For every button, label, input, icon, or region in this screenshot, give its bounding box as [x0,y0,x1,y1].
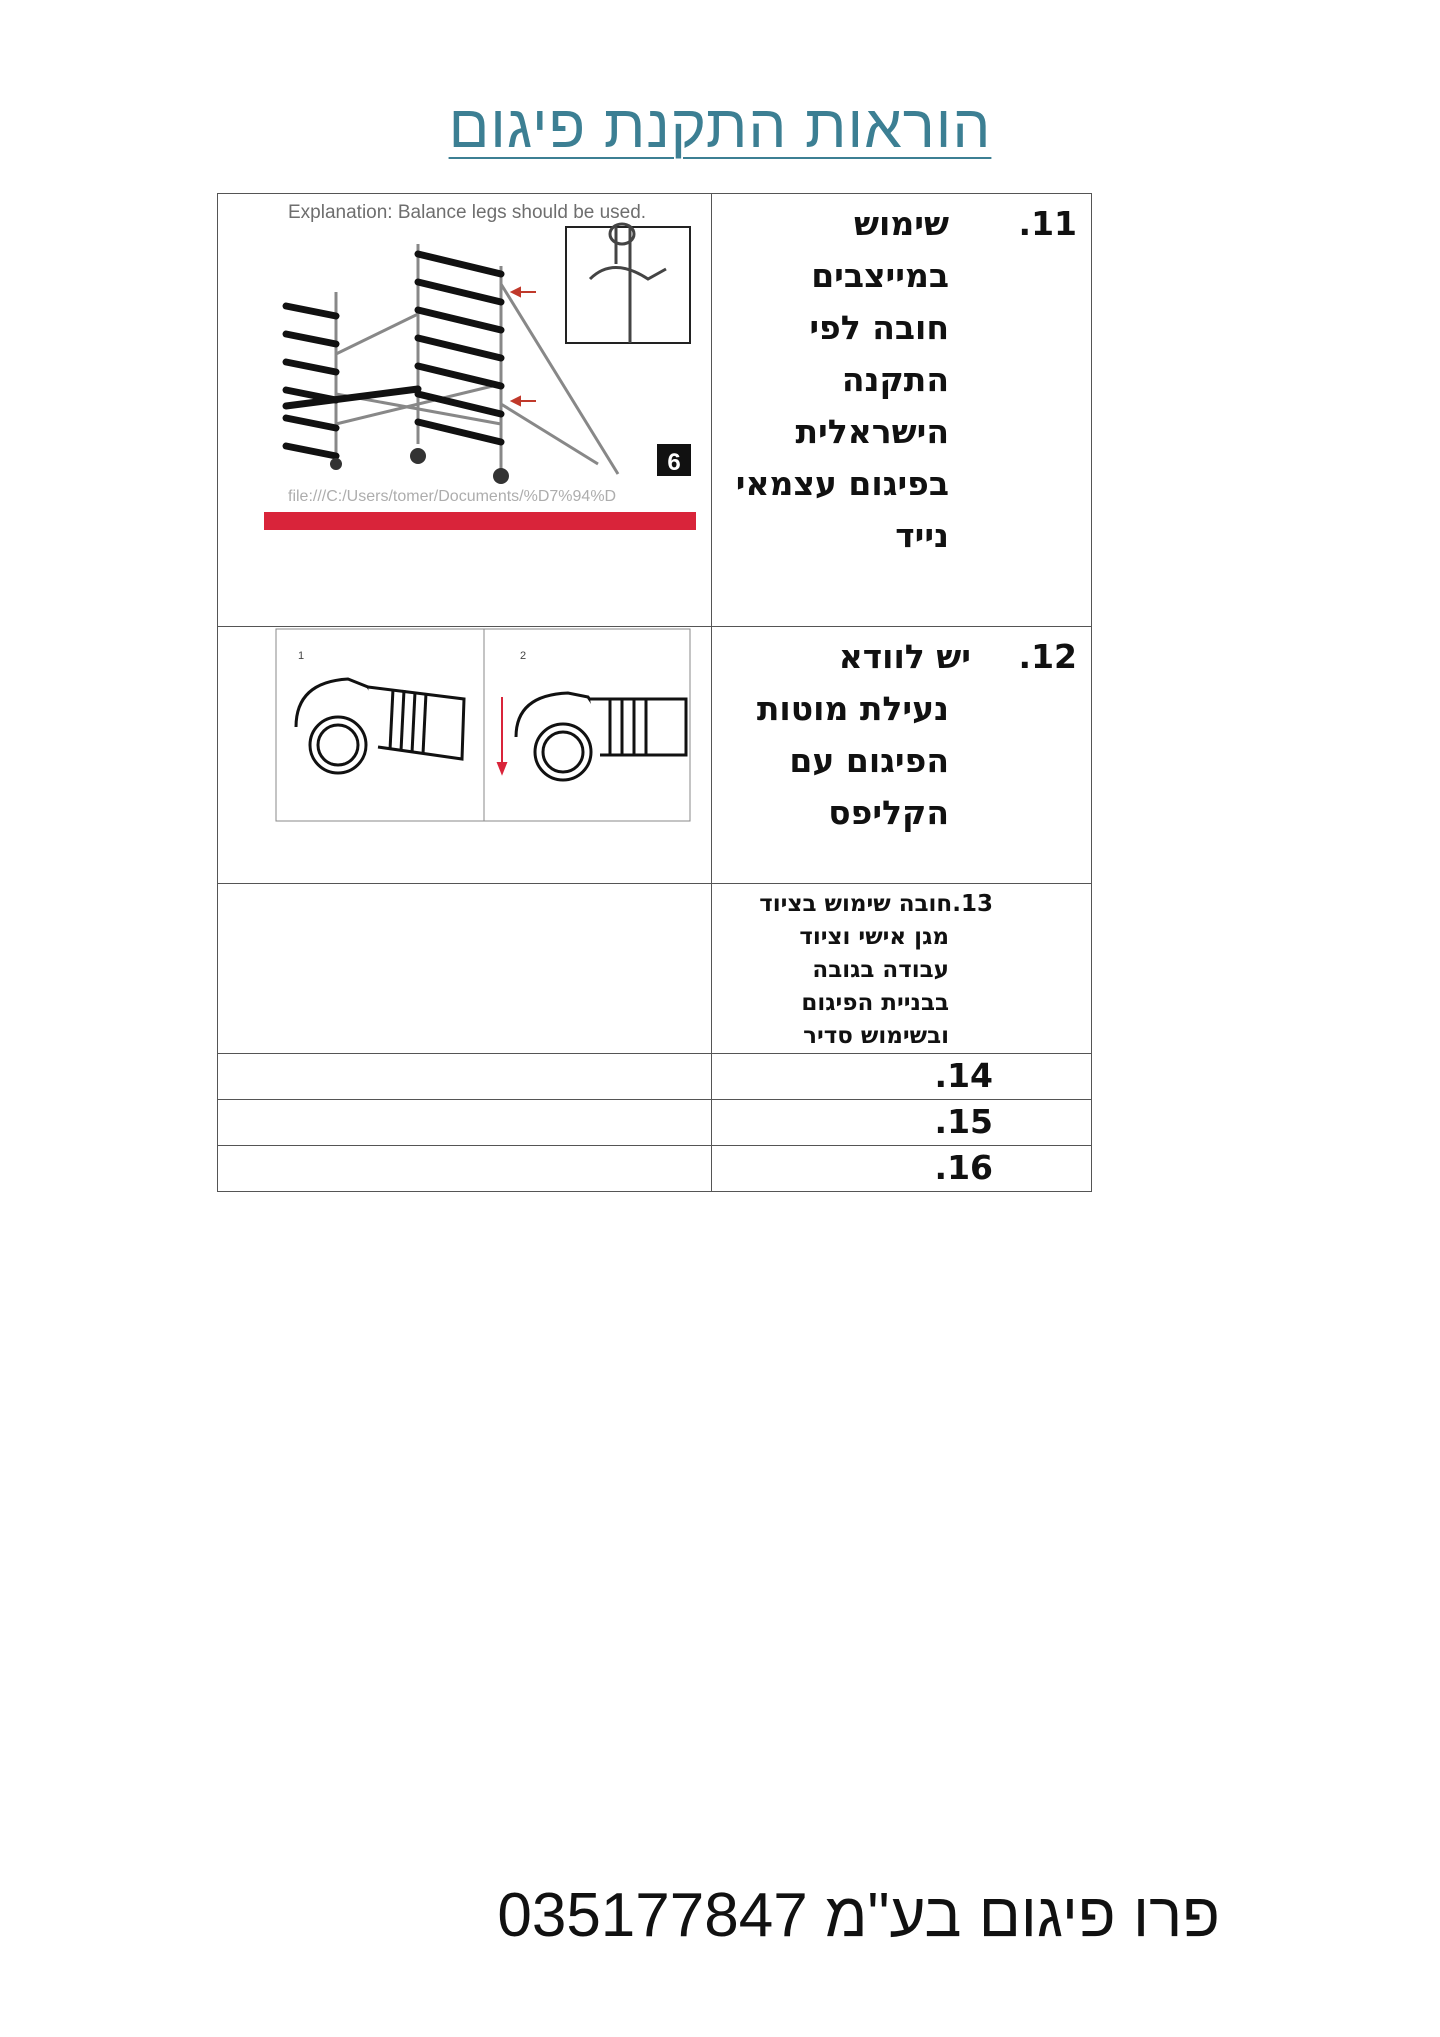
step-16-text-cell [712,1146,1092,1192]
step-13-line-1: חובה שימוש בציוד [759,891,953,917]
illustration-caption: Explanation: Balance legs should be used. [288,202,647,223]
step-13-line-2: מגן אישי וציוד [799,924,949,950]
step-row-11 [218,194,1092,627]
step-14-text-cell [712,1054,1092,1100]
scaffold-stabilizer-illustration [218,194,711,622]
step-row-16 [218,1146,1092,1192]
step-15-image-cell [218,1100,712,1146]
wheel-clip-illustration [218,627,711,879]
step-12-line-2: נעילת מוטות [756,689,949,728]
instructions-table [217,193,1092,1192]
step-row-12 [218,627,1092,884]
step-11-line-4: התקנה [841,360,949,399]
step-15-text-cell [712,1100,1092,1146]
step-13-image-cell [218,884,712,1054]
panel-1-label: 1 [298,650,305,662]
step-row-14 [218,1054,1092,1100]
step-badge: 6 [667,449,681,476]
step-11-line-3: חובה לפי [809,308,949,347]
step-number: 12. [1018,637,1077,676]
step-16-image-cell [218,1146,712,1192]
step-number: 15. [934,1102,993,1141]
page-title: הוראות התקנת פיגום [448,93,992,160]
step-12-line-3: הפיגום עם [789,741,949,780]
step-13-line-5: ובשימוש סדיר [803,1023,949,1049]
step-13-text-cell [712,884,1092,1054]
step-12-text-cell [712,627,1092,884]
step-number: 11. [1018,204,1077,243]
company-footer: פרו פיגום בע"מ 035177847 [497,1881,1220,1950]
file-path-watermark: file:///C:/Users/tomer/Documents/%D7%94%D [288,488,617,505]
step-11-line-5: הישראלית [795,412,949,451]
step-number: 14. [934,1056,993,1095]
panel-2-label: 2 [520,650,527,662]
step-12-image-cell [218,627,712,884]
step-row-15 [218,1100,1092,1146]
step-number: 16. [934,1148,993,1187]
step-11-line-7: נייד [895,516,949,555]
step-13-line-4: בבניית הפיגום [801,990,949,1016]
step-11-line-6: בפיגום עצמאי [735,464,949,503]
step-13-line-3: עבודה בגובה [812,957,949,983]
step-14-image-cell [218,1054,712,1100]
step-11-text-cell [712,194,1092,627]
step-11-line-2: במייצבים [811,256,949,295]
step-number: 13. [952,891,993,917]
step-row-13 [218,884,1092,1054]
step-12-line-4: הקליפס [828,793,949,832]
step-12-line-1: יש לוודא [838,637,971,676]
step-11-line-1: שימוש [854,204,949,243]
step-11-image-cell [218,194,712,627]
